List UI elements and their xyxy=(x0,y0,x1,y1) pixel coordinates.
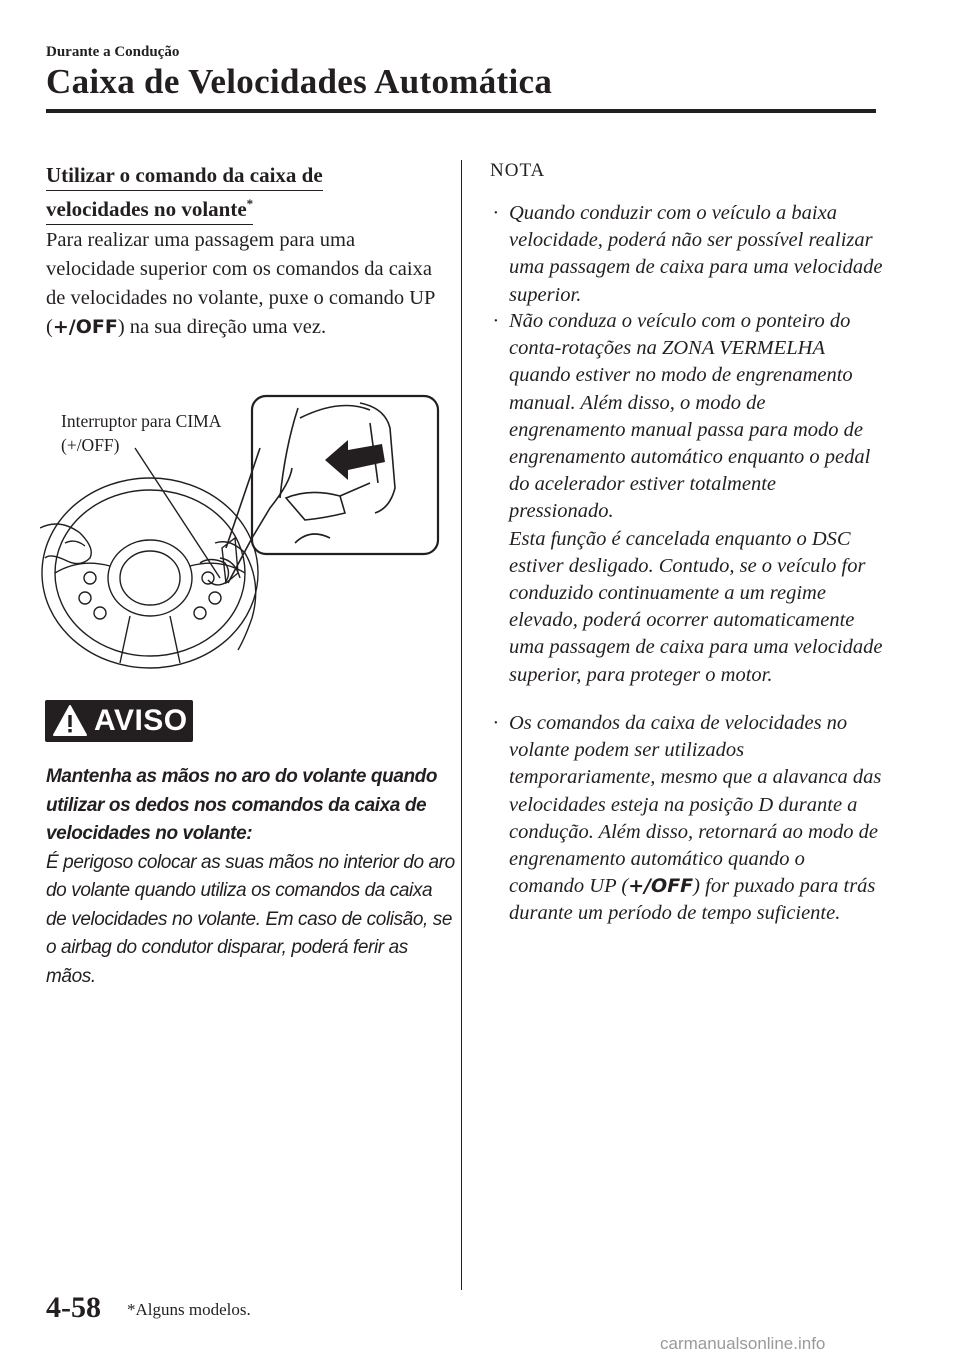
subheading-line1: Utilizar o comando da caixa de xyxy=(46,160,323,191)
callout-label xyxy=(61,409,221,457)
intro-paragraph xyxy=(46,226,446,342)
note-item xyxy=(493,200,883,309)
intro-text-before: Para realizar uma passagem para uma velocidade superior com os comandos da caixa de velocidades no volante, puxe o comando UP ( xyxy=(46,229,435,338)
warning-text xyxy=(46,763,456,991)
footnote-mark: * xyxy=(246,196,254,211)
warning-badge-label: AVISO xyxy=(94,704,188,737)
subheading-text: velocidades no volante xyxy=(46,197,247,221)
page-title: Caixa de Velocidades Automática xyxy=(46,62,553,101)
note-item xyxy=(493,308,883,689)
column-divider xyxy=(461,160,462,1290)
title-rule xyxy=(46,109,876,113)
note3-after: ) for puxado para trás durante um período de tempo suficiente. xyxy=(509,875,876,925)
note-text: Quando conduzir com o veículo a baixa velocidade, poderá não ser possível realizar uma passagem de caixa para uma velocidade superior. xyxy=(509,202,883,306)
note-text: Não conduza o veículo com o ponteiro do conta-rotações na ZONA VERMELHA quando estiver no modo de engrenamento manual. Além disso, o modo de engrenamento manual passa para modo de engrenamento automático enquanto o pedal do acelerador estiver totalmente pressionado. xyxy=(509,310,871,523)
warning-body: É perigoso colocar as suas mãos no interior do aro do volante quando utiliza os comandos da caixa de velocidades no volante. Em caso de colisão, se o airbag do condutor disparar, poderá ferir as mãos. xyxy=(46,851,455,987)
note3-before: Os comandos da caixa de velocidades no volante podem ser utilizados temporariamente, mesmo que a alavanca das velocidades esteja na posição D durante a condução. Além disso, retornará ao modo de engrenamento automático quando o comando UP ( xyxy=(509,712,882,898)
intro-text-after: ) na sua direção uma vez. xyxy=(117,316,327,338)
subheading-line2 xyxy=(46,189,253,225)
callout-line1: Interruptor para CIMA xyxy=(61,411,222,431)
bullet: · xyxy=(493,310,499,332)
page-number: 4-58 xyxy=(46,1291,101,1324)
bullet: · xyxy=(493,202,499,224)
up-switch-symbol: +/OFF xyxy=(628,875,694,898)
note-text-continued: Esta função é cancelada enquanto o DSC estiver desligado. Contudo, se o veículo for conduzido continuamente a um regime elevado, poderá ocorrer automaticamente uma passagem de caixa para uma velocidade superior, para proteger o motor. xyxy=(509,527,883,686)
note-label: NOTA xyxy=(490,160,546,181)
section-label: Durante a Condução xyxy=(46,44,180,60)
callout-line2: (+/OFF) xyxy=(61,435,120,455)
up-switch-symbol: +/OFF xyxy=(52,316,118,338)
footnote: *Alguns modelos. xyxy=(127,1300,251,1319)
note-item xyxy=(493,710,883,928)
warning-triangle-icon xyxy=(52,704,88,738)
warning-title: Mantenha as mãos no aro do volante quando utilizar os dedos nos comandos da caixa de velocidades no volante: xyxy=(46,766,438,844)
watermark: carmanualsonline.info xyxy=(660,1334,826,1353)
note-text xyxy=(509,710,883,928)
bullet: · xyxy=(493,712,499,734)
